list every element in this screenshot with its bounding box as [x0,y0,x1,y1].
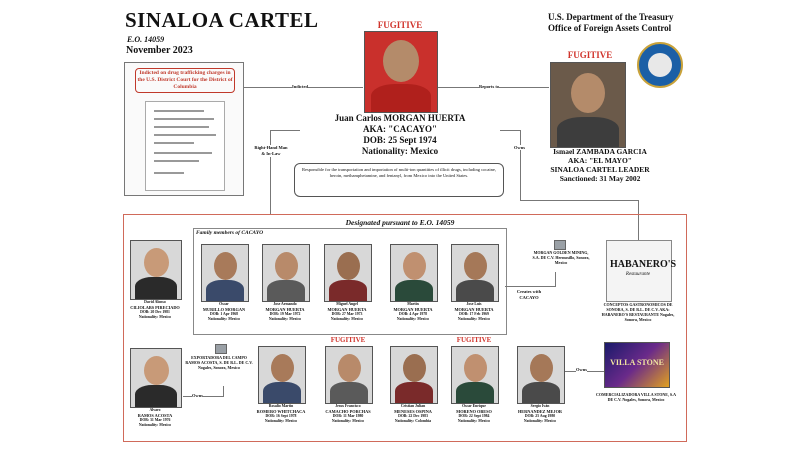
creates-with-label: Creates with CACAYO [512,289,546,301]
row1-caption-2 [254,302,316,322]
row2-nat-5: Nationality: Mexico [523,419,557,423]
row2-name-2: CAMACHO PORCHAS [325,409,371,414]
row2-fugitive-label-2: FUGITIVE [330,336,366,344]
reports-to-label: Reports to [479,84,500,89]
row2-nat-2: Nationality: Mexico [331,419,365,423]
row1-nat-3: Nationality: Mexico [330,317,364,321]
row1-name-4: MORGAN HUERTA [393,307,433,312]
row2-photo-5 [517,346,565,404]
row1-caption-1 [193,302,255,322]
row1-nat-2: Nationality: Mexico [268,317,302,321]
row1-relation-2: Jose Armando [273,302,297,306]
row1-dob-5: DOB: 17 Feb 1969 [459,312,489,316]
leader-info [540,147,660,183]
row2-relation-5: Sergio Iván [530,404,550,408]
row2-caption-1 [250,404,312,424]
row2-nat-3: Nationality: Colombia [394,419,432,423]
row2-fugitive-label-4: FUGITIVE [456,336,492,344]
leader-title: SINALOA CARTEL LEADER [550,165,650,174]
row2-name-4: MORENO OBESO [456,409,492,414]
row1-dob-1: DOB: 1 Apr 1968 [209,312,239,316]
row1-caption-0 [122,300,188,320]
document-page-image [145,101,225,191]
family-title: Family members of CACAYO [196,230,264,236]
habaneros-company: CONCEPTOS GASTRONOMICOS DE SONORA, S. DE R.L. DE C.V. AKA: HABANERO'S RESTAURANTE Nogales, Sonora, Mexico [601,302,675,322]
page-title: SINALOA CARTEL [125,8,319,32]
row2-caption-4 [443,404,505,424]
villa-stone-logo-text: VILLA STONE [610,358,664,367]
row2-relation-1: Rosalio Martin [268,404,294,408]
row1-name-2: MORGAN HUERTA [265,307,305,312]
row2-name-1: ROMERO WHITCHACA [256,409,306,414]
row2-nat-0: Nationality: Mexico [138,423,172,427]
row2-photo-3 [390,346,438,404]
row2-photo-2 [325,346,373,404]
row1-relation-4: Martin [407,302,419,306]
leader-photo [550,62,626,148]
owns-label-1: Owns [514,145,526,150]
owns-label-2: Owns [192,393,204,398]
main-target-dob: DOB: 25 Sept 1974 [363,135,437,145]
leader-sanctioned: Sanctioned: 31 May 2002 [559,174,641,183]
row2-photo-0 [130,348,182,408]
villa-stone-logo [604,342,670,388]
main-target-name: Juan Carlos MORGAN HUERTA [334,113,466,123]
row1-nat-0: Nationality: Mexico [138,315,172,319]
row1-photo-0 [130,240,182,300]
executive-order: E.O. 14059 [127,35,165,44]
row2-photo-4 [451,346,499,404]
indicted-label: Indicted [292,84,309,89]
treasury-seal-icon [637,42,683,88]
row2-dob-5: DOB: 25 Aug 1980 [524,414,556,418]
row2-nat-1: Nationality: Mexico [264,419,298,423]
row1-caption-3 [316,302,378,322]
date: November 2023 [126,45,193,56]
row2-relation-2: Jesus Francisco [335,404,361,408]
row1-dob-2: DOB: 19 Mar 1972 [269,312,301,316]
responsibility-box: Responsible for the transportation and importation of multi-ton quantities of illicit drugs, including cocaine, heroin, methamphetamine, and fentanyl, from Mexico into the United States. [294,163,504,197]
agency-line-1: U.S. Department of the Treasury [548,12,674,22]
row1-dob-4: DOB: 4 Apr 1978 [398,312,428,316]
row2-caption-2 [317,404,379,424]
main-target-aka: AKA: "CACAYO" [363,124,437,134]
row1-photo-4 [390,244,438,302]
row2-dob-0: DOB: 31 Mar 1976 [139,418,171,422]
agency [548,12,674,34]
row1-name-3: MORGAN HUERTA [327,307,367,312]
building-icon [554,240,566,250]
row1-dob-0: DOB: 20 Dec 1981 [140,310,170,314]
row2-name-3: MENESES OSPINA [394,409,432,414]
row2-photo-1 [258,346,306,404]
row2-dob-3: DOB: 22 Dec 1983 [398,414,428,418]
leader-name: Ismael ZAMBADA GARCIA [553,147,647,156]
row1-name-1: MURILLO MORGAN [202,307,246,312]
row2-relation-0: Alvaro [149,408,161,412]
designated-title: Designated pursuant to E.O. 14059 [345,218,455,227]
right-hand-label: Right-Hand Man & In-Law [254,145,288,156]
row2-dob-1: DOB: 16 Sept 1978 [265,414,297,418]
main-fugitive-label: FUGITIVE [377,20,423,30]
habaneros-logo-sub: Restaurante [625,272,651,277]
row2-caption-0 [122,408,188,428]
row1-caption-4 [382,302,444,322]
row1-relation-5: Jose Luis [466,302,482,306]
habaneros-logo-text: HABANERO'S [610,259,677,270]
row2-name-0: RAMOS ACOSTA [137,413,173,418]
row1-nat-5: Nationality: Mexico [457,317,491,321]
row1-caption-5 [443,302,505,322]
main-target-photo [364,31,438,113]
row2-caption-3 [382,404,444,424]
villa-stone-company: COMERCIALIZADORA VILLA STONE, S.A DE C.V. Nogales, Sonora, Mexico [596,392,676,402]
row2-nat-4: Nationality: Mexico [457,419,491,423]
owns-label-3: Owns [576,367,588,372]
row1-photo-1 [201,244,249,302]
row2-dob-4: DOB: 22 Sept 1984 [458,414,490,418]
exportadora-company: EXPORTADORA DEL CAMPO RAMOS ACOSTA, S. DE R.L. DE C.V. Nogales, Sonora, Mexico [185,355,253,370]
row1-photo-3 [324,244,372,302]
row2-relation-4: Oscar Enrique [462,404,486,408]
row1-relation-3: Miguel Angel [336,302,358,306]
row2-relation-3: Cristian Julian [400,404,426,408]
agency-line-2: Office of Foreign Assets Control [548,23,672,33]
row1-photo-2 [262,244,310,302]
building-icon-2 [215,344,227,354]
row2-dob-2: DOB: 11 Mar 1980 [332,414,364,418]
row1-relation-1: Oscar [219,302,229,306]
row1-nat-4: Nationality: Mexico [396,317,430,321]
habaneros-logo [606,240,677,302]
row1-name-5: MORGAN HUERTA [454,307,494,312]
main-target-nationality: Nationality: Mexico [361,146,439,156]
leader-aka: AKA: "EL MAYO" [568,156,632,165]
row1-nat-1: Nationality: Mexico [207,317,241,321]
row2-name-5: HERNANDEZ MEJOR [517,409,563,414]
indictment-document [124,62,244,196]
main-target-info [300,113,500,157]
row1-photo-5 [451,244,499,302]
row1-relation-0: David Alonso [144,300,166,304]
leader-fugitive-label: FUGITIVE [567,50,613,60]
row1-name-0: CILIOLABS PIRECIADO [130,305,180,310]
row1-dob-3: DOB: 27 Mar 1973 [331,312,363,316]
indictment-label: Indicted on drug trafficking charges in the U.S. District Court for the District of Columbia [135,68,235,93]
row2-caption-5 [509,404,571,424]
golden-mining-company: MORGAN GOLDEN MINING, S.A. DE C.V. Hermosillo, Sonora, Mexico [532,250,590,265]
